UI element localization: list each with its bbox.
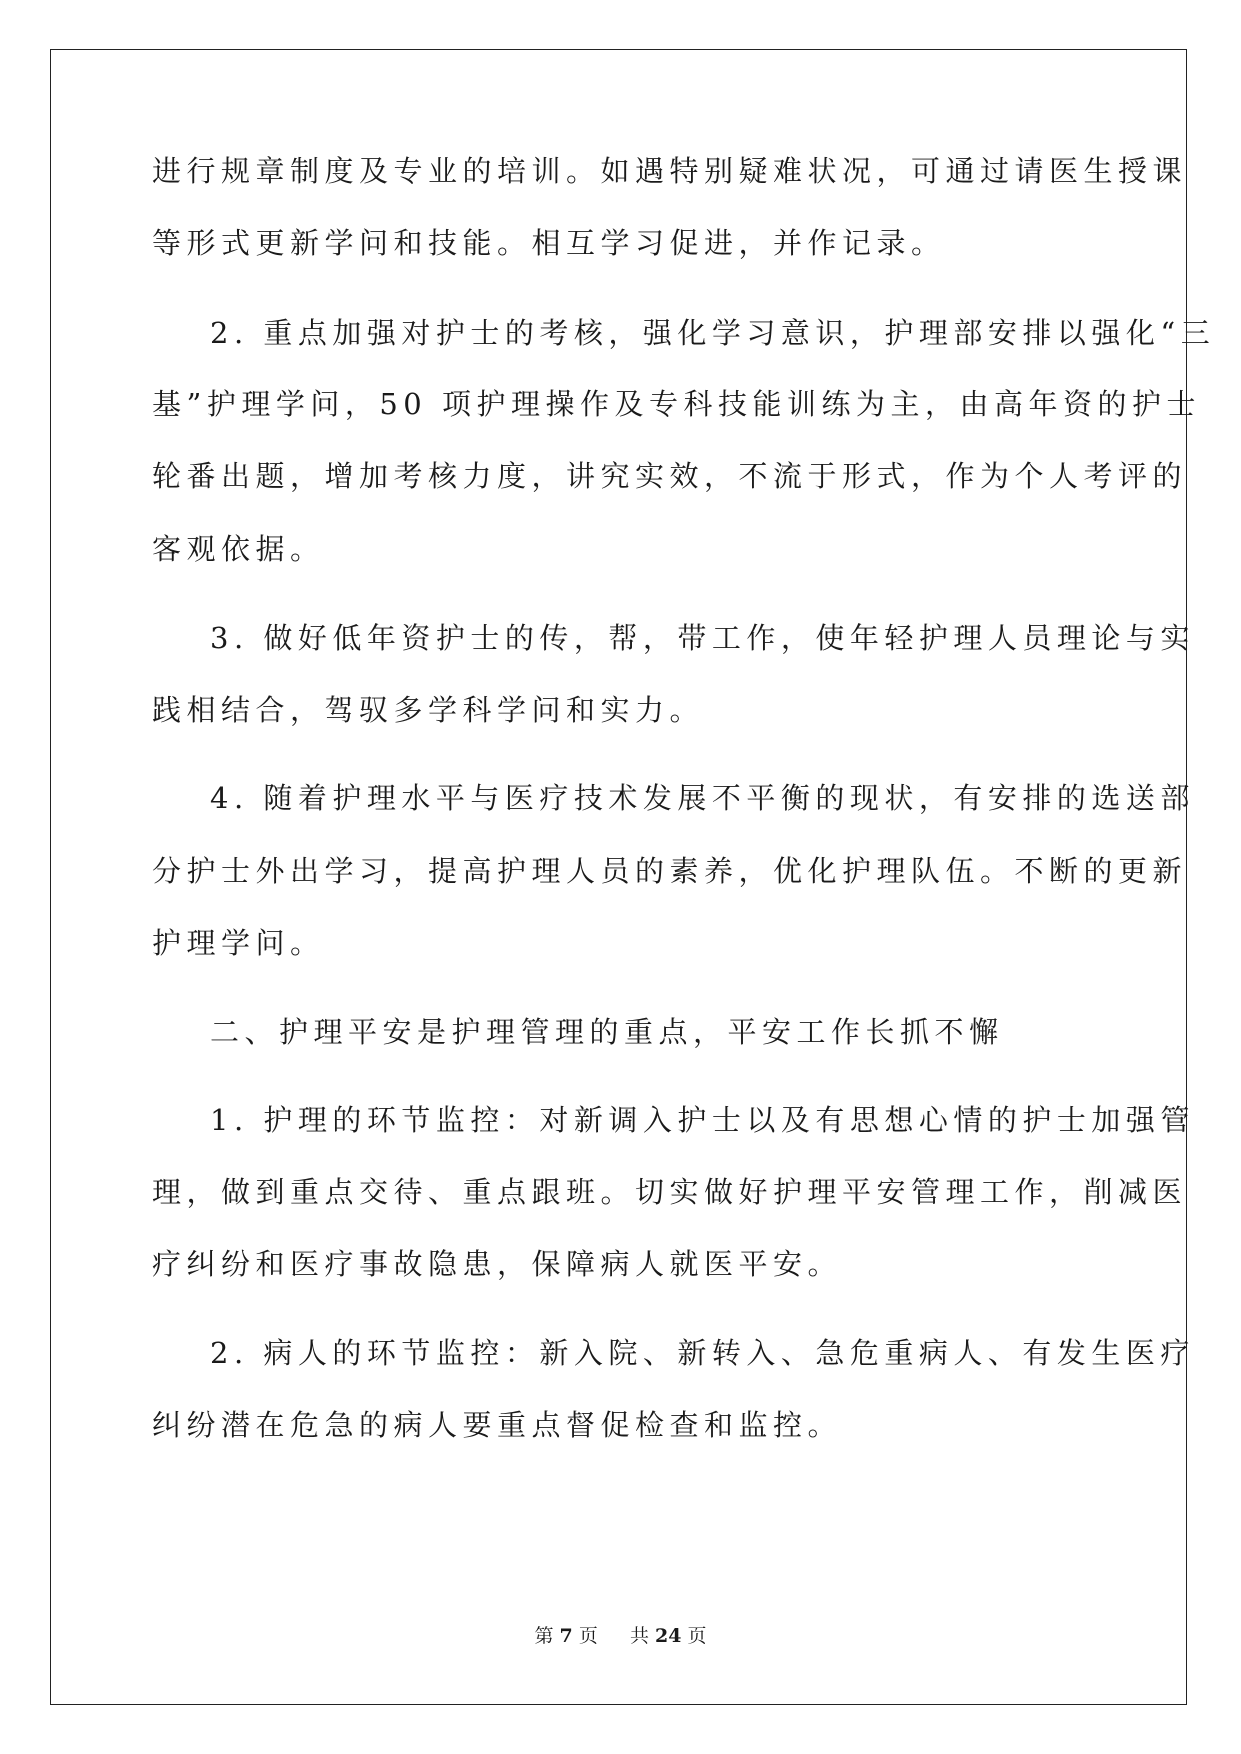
total-prefix: 共: [629, 1625, 649, 1647]
page-footer: [0, 1624, 1241, 1648]
text-line: 纠纷潜在危急的病人要重点督促检查和监控。: [152, 1408, 843, 1442]
text-line: 1. 护理的环节监控：对新调入护士以及有思想心情的护士加强管: [210, 1103, 1195, 1137]
text-line: 理，做到重点交待、重点跟班。切实做好护理平安管理工作，削减医: [152, 1175, 1188, 1209]
text-line: 轮番出题，增加考核力度，讲究实效，不流于形式，作为个人考评的: [152, 459, 1188, 493]
page-unit: 页: [578, 1625, 598, 1647]
text-line: 2. 重点加强对护士的考核，强化学习意识，护理部安排以强化“三: [210, 316, 1216, 350]
text-line: 疗纠纷和医疗事故隐患，保障病人就医平安。: [152, 1247, 843, 1281]
total-unit: 页: [687, 1625, 707, 1647]
text-line: 进行规章制度及专业的培训。如遇特别疑难状况，可通过请医生授课: [152, 154, 1188, 188]
text-line: 4. 随着护理水平与医疗技术发展不平衡的现状，有安排的选送部: [210, 781, 1195, 815]
text-line: 护理学问。: [152, 926, 325, 960]
text-line: 3. 做好低年资护士的传，帮，带工作，使年轻护理人员理论与实: [210, 621, 1195, 655]
page-prefix: 第: [534, 1625, 554, 1647]
total-pages: 24: [655, 1625, 682, 1647]
text-line: 客观依据。: [152, 532, 325, 566]
page-number: 7: [559, 1625, 573, 1647]
text-line: 基”护理学问，50 项护理操作及专科技能训练为主，由高年资的护士: [152, 387, 1201, 421]
text-line: 践相结合，驾驭多学科学问和实力。: [152, 693, 705, 727]
section-heading: 二、护理平安是护理管理的重点，平安工作长抓不懈: [210, 1015, 1004, 1049]
text-line: 等形式更新学问和技能。相互学习促进，并作记录。: [152, 226, 946, 260]
text-line: 分护士外出学习，提高护理人员的素养，优化护理队伍。不断的更新: [152, 854, 1188, 888]
text-line: 2. 病人的环节监控：新入院、新转入、急危重病人、有发生医疗: [210, 1336, 1195, 1370]
